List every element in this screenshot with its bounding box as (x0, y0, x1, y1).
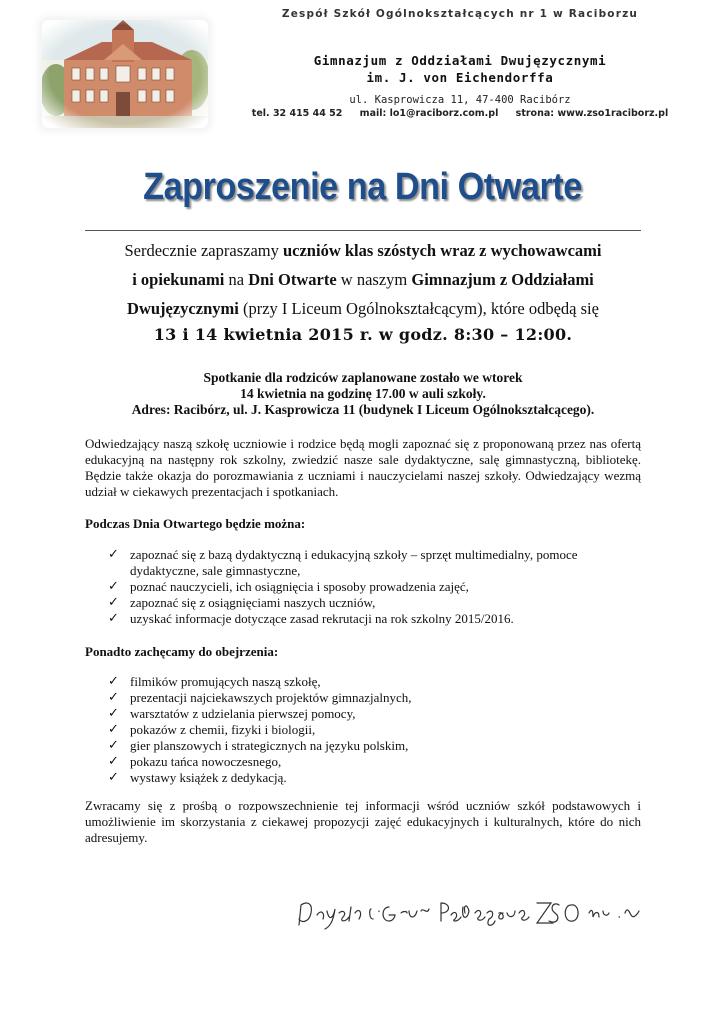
section-heading-attractions: Ponadto zachęcamy do obejrzenia: (85, 644, 279, 659)
list-item (85, 706, 641, 722)
list-item-text: zapoznać się z osiągnięciami naszych uczniów, (130, 595, 376, 610)
school-complex-name: Zespół Szkół Ogólnokształcących nr 1 w Raciborzu (281, 8, 639, 20)
open-day-activities-list (85, 547, 641, 627)
email: mail: lo1@raciborz.com.pl (359, 108, 499, 119)
event-date: 13 i 14 kwietnia 2015 r. w godz. 8:30 – 12:00. (153, 325, 573, 344)
school-address: ul. Kasprowicza 11, 47-400 Racibórz (349, 94, 571, 106)
checkmark-icon: ✓ (108, 770, 119, 785)
invitation-text (85, 236, 641, 323)
invitation-line-3 (85, 294, 641, 323)
school-building-image (42, 20, 208, 128)
checkmark-icon: ✓ (108, 706, 119, 721)
invitation-text-part: w naszym (336, 270, 412, 289)
list-item (85, 595, 641, 611)
divider (85, 230, 641, 231)
list-item (85, 674, 641, 690)
section-heading-open-day: Podczas Dnia Otwartego będzie można: (85, 516, 306, 531)
list-item (85, 754, 641, 770)
invitation-line-1 (85, 236, 641, 265)
letterhead (0, 0, 725, 130)
list-item (85, 611, 641, 627)
invitation-text-part: na (224, 270, 249, 289)
list-item-text: pokazu tańca nowoczesnego, (130, 754, 282, 769)
list-item (85, 770, 641, 786)
document-title: Zaproszenie na Dni Otwarte (143, 166, 582, 208)
list-item (85, 547, 641, 579)
list-item-text: pokazów z chemii, fizyki i biologii, (130, 722, 316, 737)
school-name-line1: Gimnazjum z Oddziałami Dwujęzycznymi (313, 53, 607, 68)
list-item-text: gier planszowych i strategicznych na języku polskim, (130, 738, 409, 753)
list-item-text: filmików promujących naszą szkołę, (130, 674, 321, 689)
list-item (85, 690, 641, 706)
list-item-text: prezentacji najciekawszych projektów gimnazjalnych, (130, 690, 412, 705)
checkmark-icon: ✓ (108, 754, 119, 769)
meeting-line: 14 kwietnia na godzinę 17.00 w auli szkoły. (240, 386, 486, 401)
school-name-line2: im. J. von Eichendorffa (366, 70, 554, 85)
invitation-emphasis: uczniów klas szóstych wraz z wychowawcami (282, 241, 602, 260)
checkmark-icon: ✓ (108, 690, 119, 705)
contact-line (215, 108, 705, 119)
list-item-text: uzyskać informacje dotyczące zasad rekrutacji na rok szkolny 2015/2016. (130, 611, 514, 626)
list-item-text: wystawy książek z dedykacją. (130, 770, 287, 785)
list-item (85, 579, 641, 595)
phone: tel. 32 415 44 52 (251, 108, 343, 119)
checkmark-icon: ✓ (108, 579, 119, 594)
checkmark-icon: ✓ (108, 595, 119, 610)
invitation-emphasis: Dni Otwarte (248, 270, 337, 289)
attractions-list (85, 674, 641, 786)
list-item-text: warsztatów z udzielania pierwszej pomocy, (130, 706, 356, 721)
meeting-address: Adres: Racibórz, ul. J. Kasprowicza 11 (budynek I Liceum Ogólnokształcącego). (131, 402, 595, 417)
parents-meeting-info (85, 370, 641, 418)
checkmark-icon: ✓ (108, 611, 119, 626)
list-item-text: poznać nauczycieli, ich osiągnięcia i sposoby prowadzenia zajęć, (130, 579, 469, 594)
list-item (85, 738, 641, 754)
list-item (85, 722, 641, 738)
checkmark-icon: ✓ (108, 547, 119, 562)
invitation-text-part: Serdecznie zapraszamy (124, 241, 283, 260)
checkmark-icon: ✓ (108, 722, 119, 737)
invitation-emphasis: Gimnazjum z Oddziałami (411, 270, 594, 289)
website: strona: www.zso1raciborz.pl (515, 108, 669, 119)
meeting-line: Spotkanie dla rodziców zaplanowane zostało we wtorek (203, 370, 523, 385)
invitation-emphasis: Dwujęzycznymi (127, 299, 239, 318)
invitation-text-part: (przy I Liceum Ogólnokształcącym), które odbędą się (238, 299, 599, 318)
handwritten-signature (293, 893, 643, 933)
school-name (215, 52, 705, 86)
closing-paragraph: Zwracamy się z prośbą o rozpowszechnienie tej informacji wśród uczniów szkół podstawowych i umożliwienie im skorzystania z ciekawej propozycji zajęć edukacyjnych i kulturalnych, które do nich adresujemy. (85, 798, 641, 845)
intro-paragraph: Odwiedzający naszą szkołę uczniowie i rodzice będą mogli zapoznać się z proponowaną przez nas ofertą edukacyjną na następny rok szkolny, zwiedzić nasze sale dydaktyczne, salę gimnastyczną, bibliotekę. Będzie także okazja do porozmawiania z uczniami i nauczycielami naszej szkoły. Odwiedzający wezmą udział w ciekawych prezentacjach i spotkaniach. (85, 436, 641, 499)
invitation-emphasis: i opiekunami (132, 270, 225, 289)
invitation-line-2 (85, 265, 641, 294)
list-item-text: zapoznać się z bazą dydaktyczną i edukacyjną szkoły – sprzęt multimedialny, pomoce dydaktyczne, sale gimnastyczne, (130, 547, 578, 578)
checkmark-icon: ✓ (108, 738, 119, 753)
checkmark-icon: ✓ (108, 674, 119, 689)
